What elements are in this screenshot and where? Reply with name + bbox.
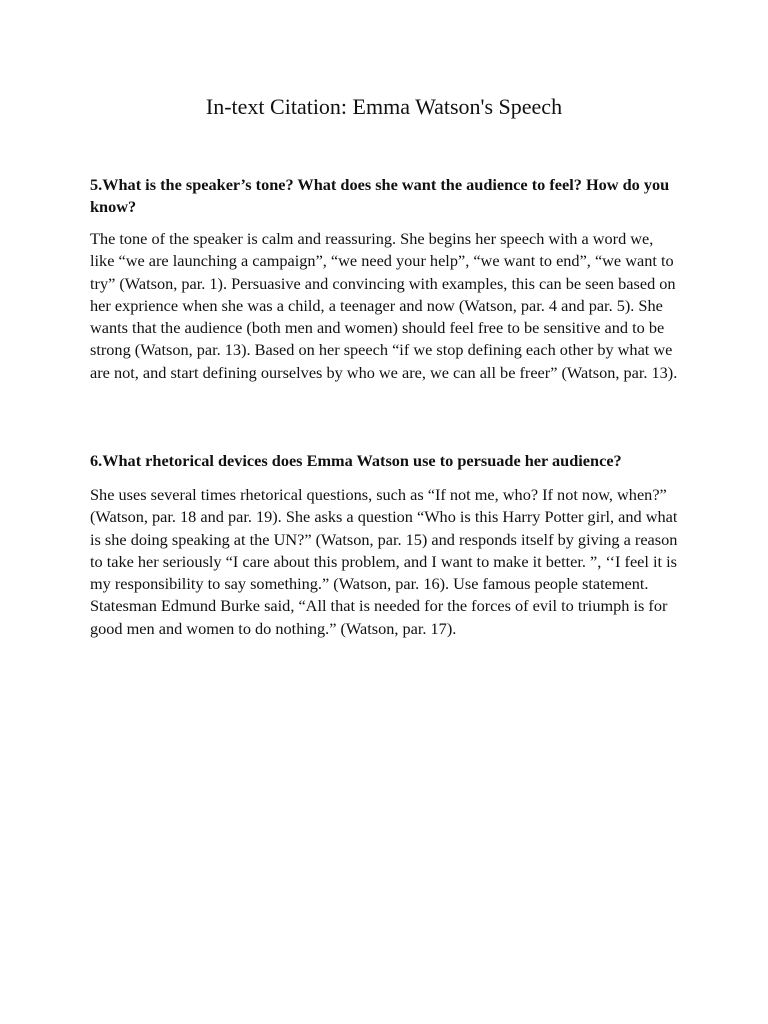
answer-5: The tone of the speaker is calm and reassuring. She begins her speech with a word we, like “we are launching a campaign”, “we need your help”, “we want to end”, “we want to try” (Watson, par. 1). Persuasive and convincing with examples, this can be seen based on her exprience when she was a child, a teenager and now (Watson, par. 4 and par. 5). She wants that the audience (both men and women) should feel free to be sensitive and to be strong (Watson, par. 13). Based on her speech “if we stop defining each other by what we are not, and start defining ourselves by who we are, we can all be freer” (Watson, par. 13). xyxy=(90,229,678,382)
answer-6: She uses several times rhetorical questions, such as “If not me, who? If not now, when?” (Watson, par. 18 and par. 19). She asks a question “Who is this Harry Potter girl, and what is she doing speaking at the UN?” (Watson, par. 15) and responds itself by giving a reason to take her seriously “I care about this problem, and I want to make it better. ”, ‘‘I feel it is my responsibility to say something.” (Watson, par. 16). Use famous people statement. Statesman Edmund Burke said, “All that is needed for the forces of evil to triumph is for good men and women to do nothing.” (Watson, par. 17). xyxy=(90,485,678,638)
question-5: 5.What is the speaker’s tone? What does she want the audience to feel? How do you know? xyxy=(90,175,670,216)
document-title: In-text Citation: Emma Watson's Speech xyxy=(205,94,563,119)
question-6: 6.What rhetorical devices does Emma Watson use to persuade her audience? xyxy=(90,451,622,470)
